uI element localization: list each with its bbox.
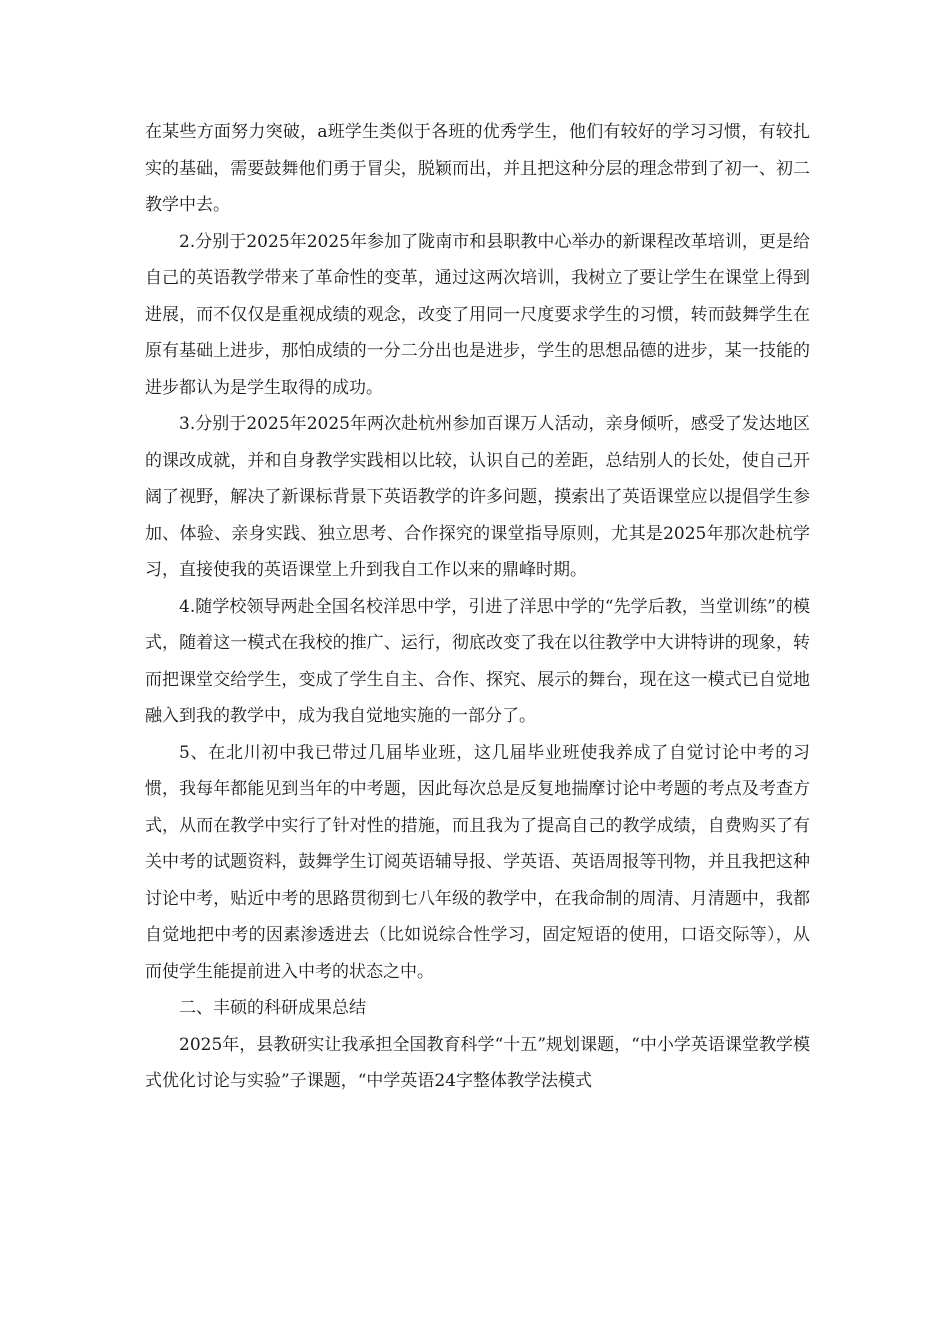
paragraph-continuation: 在某些方面努力突破，a班学生类似于各班的优秀学生，他们有较好的学习习惯，有较扎实的基础，需要鼓舞他们勇于冒尖，脱颖而出，并且把这种分层的理念带到了初一、初二教学中去。 — [145, 122, 810, 215]
paragraph-research: 2025年，县教研实让我承担全国教育科学“十五”规划课题，“中小学英语课堂教学模式优化讨论与实验”子课题，“中学英语24字整体教学法模式 — [145, 1034, 810, 1091]
document-page — [145, 114, 810, 1100]
paragraph-item-5: 5、在北川初中我已带过几届毕业班，这几届毕业班使我养成了自觉讨论中考的习惯，我每年都能见到当年的中考题，因此每次总是反复地揣摩讨论中考题的考点及考查方式，从而在教学中实行了针对性的措施，而且我为了提高自己的教学成绩，自费购买了有关中考的试题资料，鼓舞学生订阅英语辅导报、学英语、英语周报等刊物，并且我把这种讨论中考，贴近中考的思路贯彻到七八年级的教学中，在我命制的周清、月清题中，我都自觉地把中考的因素渗透进去（比如说综合性学习，固定短语的使用，口语交际等），从而使学生能提前进入中考的状态之中。 — [145, 742, 810, 982]
section-heading: 二、丰硕的科研成果总结 — [179, 998, 366, 1018]
paragraph-item-4: 4.随学校领导两赴全国名校洋思中学，引进了洋思中学的“先学后教，当堂训练”的模式，随着这一模式在我校的推广、运行，彻底改变了我在以往教学中大讲特讲的现象，转而把课堂交给学生，变成了学生自主、合作、探究、展示的舞台，现在这一模式已自觉地融入到我的教学中，成为我自觉地实施的一部分了。 — [145, 596, 810, 726]
paragraph-item-2: 2.分别于2025年2025年参加了陇南市和县职教中心举办的新课程改革培训，更是给自己的英语教学带来了革命性的变革，通过这两次培训，我树立了要让学生在课堂上得到进展，而不仅仅是重视成绩的观念，改变了用同一尺度要求学生的习惯，转而鼓舞学生在原有基础上进步，那怕成绩的一分二分出也是进步，学生的思想品德的进步，某一技能的进步都认为是学生取得的成功。 — [145, 231, 810, 398]
paragraph-item-3: 3.分别于2025年2025年两次赴杭州参加百课万人活动，亲身倾听，感受了发达地区的课改成就，并和自身教学实践相以比较，认识自己的差距，总结别人的长处，使自己开阔了视野，解决了新课标背景下英语教学的许多问题，摸索出了英语课堂应以提倡学生参加、体验、亲身实践、独立思考、合作探究的课堂指导原则，尤其是2025年那次赴杭学习，直接使我的英语课堂上升到我自工作以来的鼎峰时期。 — [145, 414, 810, 580]
